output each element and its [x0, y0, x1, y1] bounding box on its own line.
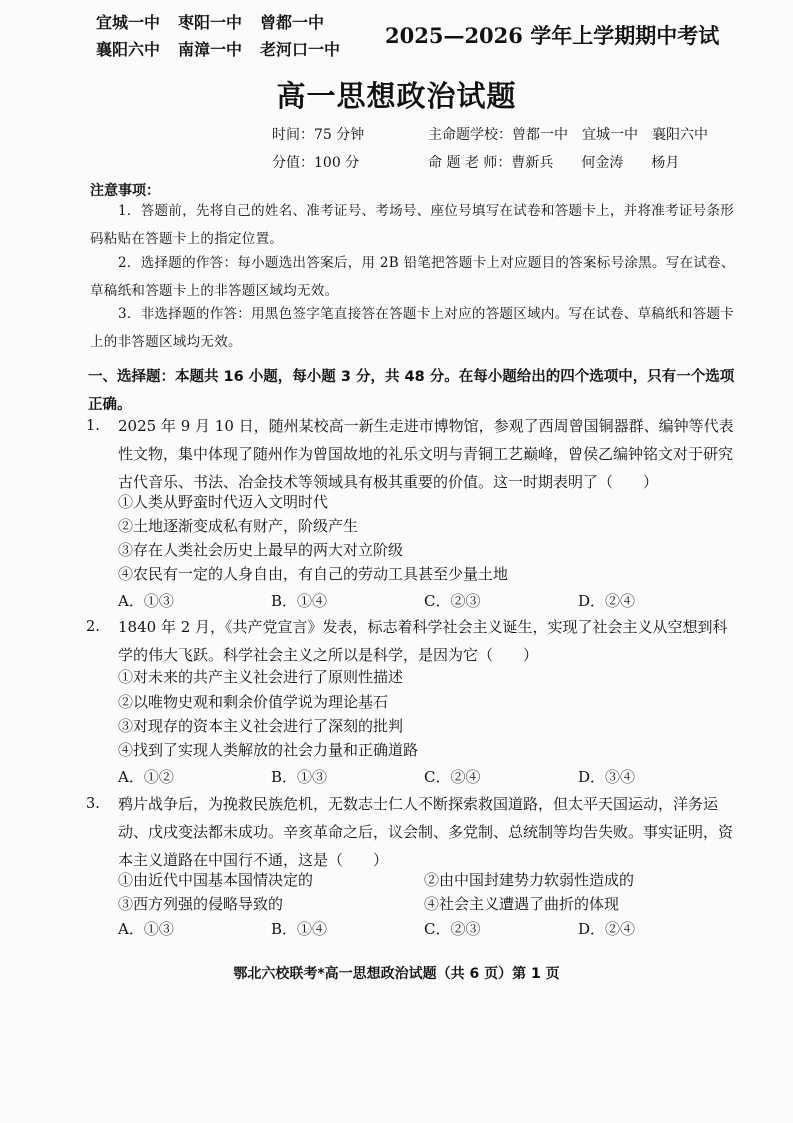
option-a: A．①③: [118, 920, 174, 938]
school-name: 枣阳一中: [178, 13, 243, 32]
school-name: 襄阳六中: [96, 40, 161, 59]
question-stem: 鸦片战争后，为挽救民族危机，无数志士仁人不断探索救国道路，但太平天国运动，洋务运动、戊戌变法都未成功。辛亥革命之后，议会制、多党制、总统制等均告失败。事实证明，资本主义道路在中国行不通，这是（ ）: [118, 795, 734, 869]
answer-options: [118, 766, 738, 790]
school-row-1: [96, 10, 358, 37]
option-c: C．②④: [424, 768, 481, 786]
option-b: B．①③: [271, 768, 328, 786]
setter-school: 主命题学校：曾都一中 宜城一中 襄阳六中: [428, 127, 708, 143]
setter-teachers: 命 题 老 师：曹新兵 何金涛 杨月: [428, 155, 680, 171]
statement: ③存在人类社会历史上最早的两大对立阶级: [118, 541, 404, 559]
option-a: A．①③: [118, 592, 174, 610]
notice-item: 2．选择题的作答：每小题选出答案后，用 2B 铅笔把答题卡上对应题目的答案标号涂黑。写在试卷、草稿纸和答题卡上的非答题区域均无效。: [90, 255, 735, 299]
school-name: 曾都一中: [260, 13, 325, 32]
exam-score: 分值：100 分: [272, 155, 360, 171]
option-d: D．②④: [578, 592, 636, 610]
question-number: 1.: [86, 418, 100, 434]
question-number: 2.: [86, 619, 100, 635]
statement: ②由中国封建势力软弱性造成的: [424, 871, 635, 889]
notice-item: 3．非选择题的作答：用黑色签字笔直接答在答题卡上对应的答题区域内。写在试卷、草稿纸和答题卡上的非答题区域均无效。: [90, 306, 735, 350]
option-d: D．②④: [578, 920, 636, 938]
option-c: C．②③: [424, 920, 481, 938]
school-list: [96, 10, 358, 64]
statement: ④找到了实现人类解放的社会力量和正确道路: [118, 741, 419, 759]
statement: ④社会主义遭遇了曲折的体现: [424, 895, 620, 913]
question-stem: 2025 年 9 月 10 日，随州某校高一新生走进市博物馆，参观了西周曾国铜器群、编钟等代表性文物，集中体现了随州作为曾国故地的礼乐文明与青铜工艺巅峰，曾侯乙编钟铭文对于研究古代音乐、书法、冶金技术等领域具有极其重要的价值。这一时期表明了（ ）: [118, 417, 734, 491]
question-number: 3.: [86, 796, 100, 812]
statement: ①对未来的共产主义社会进行了原则性描述: [118, 668, 404, 686]
option-a: A．①②: [118, 768, 174, 786]
statement: ②以唯物史观和剩余价值学说为理论基石: [118, 693, 389, 711]
page-footer: 鄂北六校联考*高一思想政治试题（共 6 页）第 1 页: [233, 966, 560, 982]
statement: ③西方列强的侵略导致的: [118, 895, 284, 913]
question-stem: 1840 年 2 月，《共产党宣言》发表，标志着科学社会主义诞生，实现了社会主义从空想到科学的伟大飞跃。科学社会主义之所以是科学，是因为它（ ）: [118, 618, 728, 664]
statement: ①人类从野蛮时代迈入文明时代: [118, 493, 329, 511]
notice-item: 1．答题前，先将自己的姓名、准考证号、考场号、座位号填写在试卷和答题卡上，并将准考证号条形码粘贴在答题卡上的指定位置。: [90, 203, 735, 247]
exam-name: 2025—2026 学年上学期期中考试: [385, 23, 720, 48]
answer-options: [118, 918, 738, 942]
option-d: D．③④: [578, 768, 636, 786]
school-name: 老河口一中: [260, 40, 341, 59]
school-name: 宜城一中: [96, 13, 161, 32]
statement: ①由近代中国基本国情决定的: [118, 871, 314, 889]
question-2: [86, 613, 738, 789]
option-c: C．②③: [424, 592, 481, 610]
section-title: 一、选择题：本题共 16 小题，每小题 3 分，共 48 分。在每小题给出的四个选项中，只有一个选项正确。: [88, 369, 735, 413]
answer-options: [118, 590, 738, 614]
statement: ③对现存的资本主义社会进行了深刻的批判: [118, 717, 404, 735]
school-row-2: [96, 37, 358, 64]
option-b: B．①④: [271, 920, 328, 938]
statement: ②土地逐渐变成私有财产，阶级产生: [118, 517, 359, 535]
option-b: B．①④: [271, 592, 328, 610]
page-title: 高一思想政治试题: [276, 79, 517, 113]
school-name: 南漳一中: [178, 40, 243, 59]
question-3: [86, 790, 738, 944]
question-1: [86, 412, 738, 612]
exam-time: 时间：75 分钟: [272, 127, 365, 143]
statement: ④农民有一定的人身自由，有自己的劳动工具甚至少量土地: [118, 565, 509, 583]
notice-title: 注意事项：: [90, 183, 160, 199]
